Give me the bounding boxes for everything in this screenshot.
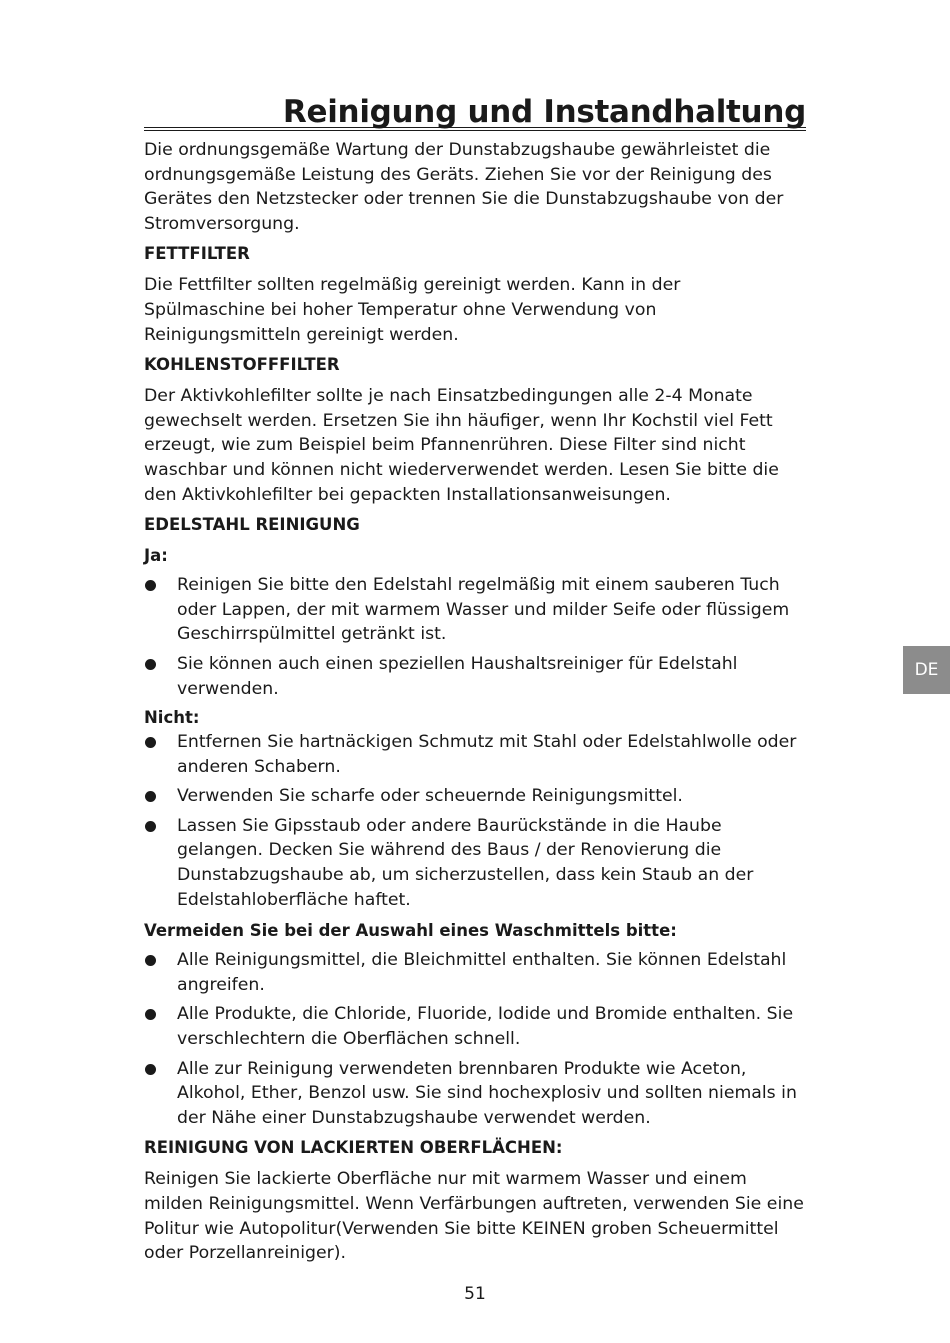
list-item bbox=[144, 1057, 806, 1131]
list-item-text: Alle Reinigungsmittel, die Bleichmittel enthalten. Sie können Edelstahl angreifen. bbox=[177, 950, 787, 995]
kohlenstofffilter-paragraph: Der Aktivkohlefilter sollte je nach Einsatzbedingungen alle 2-4 Monate gewechselt werden. Ersetzen Sie ihn häufiger, wenn Ihr Kochstil viel Fett erzeugt, wie zum Beispiel beim Pfannenrühren. Diese Filter sind nicht waschbar und können nicht wiederverwendet werden. Lesen Sie bitte die den Aktivkohlefilter bei gepackten Installationsanweisungen. bbox=[144, 386, 779, 505]
manual-page bbox=[144, 92, 806, 1266]
list-item-text: Verwenden Sie scharfe oder scheuernde Reinigungsmittel. bbox=[177, 786, 683, 807]
bullet-icon bbox=[145, 1064, 156, 1075]
intro-paragraph: Die ordnungsgemäße Wartung der Dunstabzugshaube gewährleistet die ordnungsgemäße Leistung des Geräts. Ziehen Sie vor der Reinigung des Gerätes den Netzstecker oder trennen Sie die Dunstabzugshaube von der Stromversorgung. bbox=[144, 140, 784, 234]
list-item-text: Alle zur Reinigung verwendeten brennbaren Produkte wie Aceton, Alkohol, Ether, Benzol usw. Sie sind hochexplosiv und sollten niemals in der Nähe einer Dunstabzugshaube verwendet werden. bbox=[177, 1058, 797, 1128]
list-item bbox=[144, 573, 806, 647]
list-item bbox=[144, 784, 806, 809]
section-heading-fettfilter: FETTFILTER bbox=[144, 244, 250, 264]
list-item bbox=[144, 948, 806, 997]
list-item-text: Sie können auch einen speziellen Haushaltsreiniger für Edelstahl verwenden. bbox=[177, 653, 738, 699]
language-tab: DE bbox=[903, 646, 950, 694]
bullet-icon bbox=[145, 737, 156, 748]
title-block bbox=[144, 92, 806, 134]
ja-list bbox=[144, 573, 806, 701]
nicht-label: Nicht: bbox=[144, 708, 200, 728]
fettfilter-paragraph: Die Fettfilter sollten regelmäßig gereinigt werden. Kann in der Spülmaschine bei hoher Temperatur ohne Verwendung von Reinigungsmitteln gereinigt werden. bbox=[144, 275, 681, 345]
list-item-text: Lassen Sie Gipsstaub oder andere Baurückstände in die Haube gelangen. Decken Sie während des Baus / der Renovierung die Dunstabzugshaube ab, um sicherzustellen, dass kein Staub an der Edelstahloberfläche haftet. bbox=[177, 815, 754, 910]
bullet-icon bbox=[145, 659, 156, 670]
ja-label: Ja: bbox=[144, 546, 168, 566]
nicht-list bbox=[144, 730, 806, 912]
list-item bbox=[144, 730, 806, 779]
section-heading-kohlenstofffilter: KOHLENSTOFFFILTER bbox=[144, 355, 340, 375]
vermeiden-label: Vermeiden Sie bei der Auswahl eines Waschmittels bitte: bbox=[144, 921, 677, 941]
page-number: 51 bbox=[464, 1284, 486, 1304]
list-item-text: Alle Produkte, die Chloride, Fluoride, Iodide und Bromide enthalten. Sie verschlechtern die Oberflächen schnell. bbox=[177, 1004, 794, 1050]
page-title: Reinigung und Instandhaltung bbox=[282, 94, 806, 130]
bullet-icon bbox=[145, 821, 156, 832]
vermeiden-list bbox=[144, 948, 806, 1130]
section-heading-lackiert: REINIGUNG VON LACKIERTEN OBERFLÄCHEN: bbox=[144, 1138, 563, 1158]
bullet-icon bbox=[145, 1009, 156, 1020]
list-item bbox=[144, 814, 806, 912]
list-item bbox=[144, 652, 806, 701]
list-item-text: Reinigen Sie bitte den Edelstahl regelmäßig mit einem sauberen Tuch oder Lappen, der mit warmem Wasser und milder Seife oder flüssigem Geschirrspülmittel getränkt ist. bbox=[177, 575, 790, 645]
bullet-icon bbox=[145, 791, 156, 802]
list-item-text: Entfernen Sie hartnäckigen Schmutz mit Stahl oder Edelstahlwolle oder anderen Schabern. bbox=[177, 732, 797, 777]
lackiert-paragraph: Reinigen Sie lackierte Oberfläche nur mit warmem Wasser und einem milden Reinigungsmittel. Wenn Verfärbungen auftreten, verwenden Sie eine Politur wie Autopolitur(Verwenden Sie bitte KEINEN groben Scheuermittel oder Porzellanreiniger). bbox=[144, 1169, 804, 1264]
bullet-icon bbox=[145, 580, 156, 591]
list-item bbox=[144, 1002, 806, 1051]
section-heading-edelstahl: EDELSTAHL REINIGUNG bbox=[144, 515, 360, 535]
bullet-icon bbox=[145, 955, 156, 966]
